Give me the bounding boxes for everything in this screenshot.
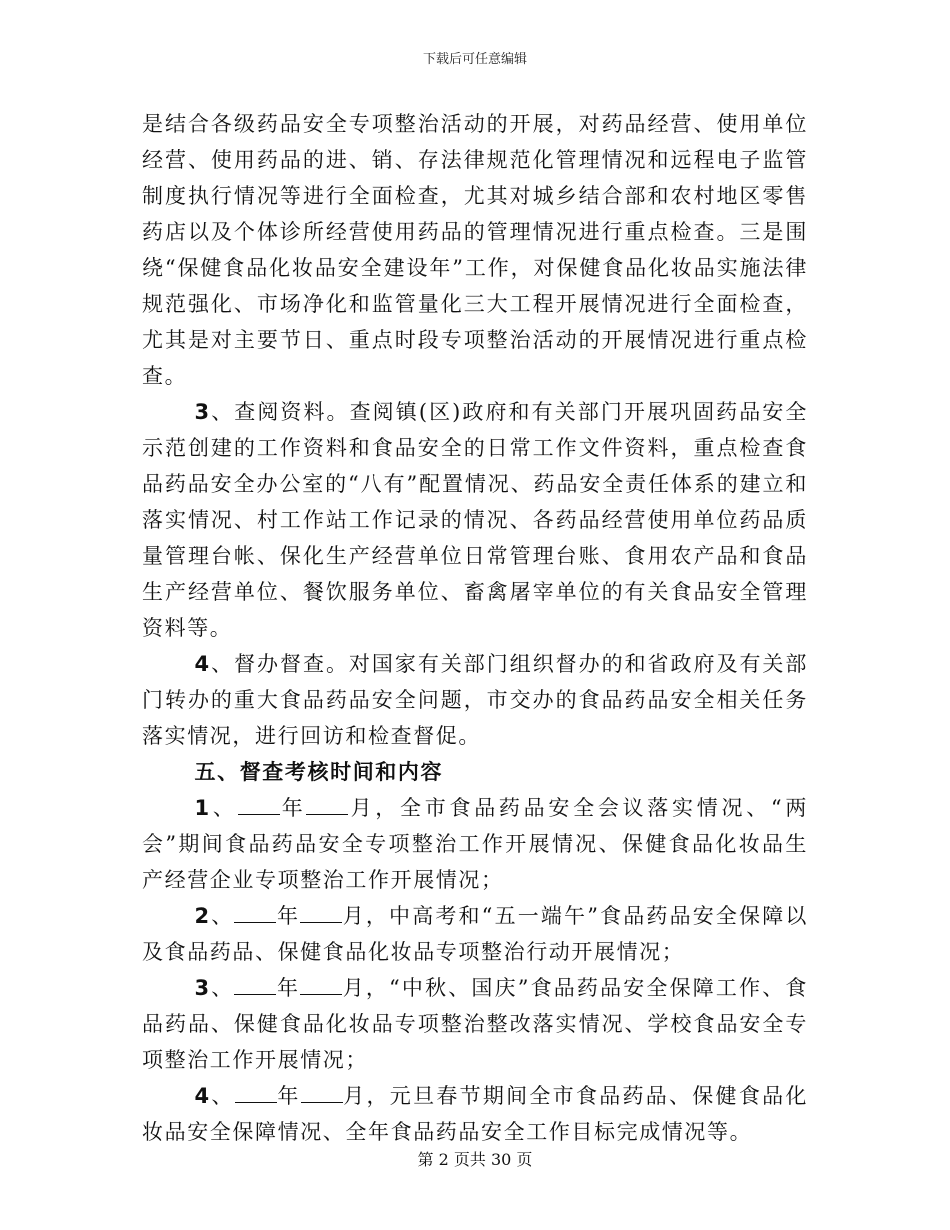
- schedule-item-3: [142, 970, 808, 1078]
- item-separator: 、: [210, 1084, 235, 1108]
- month-blank: [300, 904, 342, 923]
- page-number-footer: 第 2 页共 30 页: [417, 1150, 533, 1169]
- schedule-item-1: [142, 790, 808, 898]
- item-separator: 、: [210, 976, 235, 1000]
- item-number: 1: [194, 796, 211, 820]
- year-blank: [234, 976, 276, 995]
- item-number: 4: [194, 652, 211, 676]
- item-number: 4: [194, 1084, 211, 1108]
- month-char: 月: [342, 1084, 367, 1108]
- item-text: ，“中秋、国庆”食品药品安全保障工作、食品药品、保健食品化妆品专项整治整改落实情况、学校食品安全专项整治工作开展情况；: [142, 976, 808, 1072]
- month-blank: [306, 796, 348, 815]
- item-number: 3: [194, 976, 211, 1000]
- month-char: 月: [348, 796, 376, 820]
- year-blank: [235, 1084, 277, 1103]
- schedule-item-4: [142, 1078, 808, 1150]
- paragraph-inspection-content: 是结合各级药品安全专项整治活动的开展，对药品经营、使用单位经营、使用药品的进、销、存法律规范化管理情况和远程电子监管制度执行情况等进行全面检查，尤其对城乡结合部和农村地区零售药店以及个体诊所经营使用药品的管理情况进行重点检查。三是围绕“保健食品化妆品安全建设年”工作，对保健食品化妆品实施法律规范强化、市场净化和监管量化三大工程开展情况进行全面检查，尤其是对主要节日、重点时段专项整治活动的开展情况进行重点检查。: [142, 112, 808, 388]
- item-text: ，中高考和“五一端午”食品药品安全保障以及食品药品、保健食品化妆品专项整治行动开展情况；: [142, 904, 808, 964]
- item-number: 2: [194, 904, 211, 928]
- item-separator: 、: [210, 796, 238, 820]
- item-separator: 、: [210, 904, 235, 928]
- year-char: 年: [276, 976, 301, 1000]
- month-blank: [300, 976, 342, 995]
- page-header-note: 下载后可任意编辑: [422, 52, 527, 67]
- month-char: 月: [342, 976, 366, 1000]
- year-char: 年: [276, 904, 301, 928]
- month-char: 月: [342, 904, 366, 928]
- paragraph-supervision: [142, 646, 808, 754]
- month-blank: [301, 1084, 343, 1103]
- document-body: [142, 106, 808, 1150]
- schedule-item-2: [142, 898, 808, 970]
- year-char: 年: [279, 796, 307, 820]
- item-text: ，全市食品药品安全会议落实情况、“两会”期间食品药品安全专项整治工作开展情况、保健食品化妆品生产经营企业专项整治工作开展情况；: [142, 796, 808, 892]
- paragraph-text: 、督办督查。对国家有关部门组织督办的和省政府及有关部门转办的重大食品药品安全问题，市交办的食品药品安全相关任务落实情况，进行回访和检查督促。: [142, 652, 808, 748]
- section-heading-five: 五、督查考核时间和内容: [194, 760, 444, 784]
- paragraph-review-materials: [142, 394, 808, 646]
- item-text: ，元旦春节期间全市食品药品、保健食品化妆品安全保障情况、全年食品药品安全工作目标完成情况等。: [142, 1084, 808, 1144]
- year-blank: [234, 904, 276, 923]
- year-blank: [238, 796, 280, 815]
- year-char: 年: [276, 1084, 301, 1108]
- item-number: 3: [194, 400, 211, 424]
- paragraph-text: 、查阅资料。查阅镇(区)政府和有关部门开展巩固药品安全示范创建的工作资料和食品安全的日常工作文件资料，重点检查食品药品安全办公室的“八有”配置情况、药品安全责任体系的建立和落实情况、村工作站工作记录的情况、各药品经营使用单位药品质量管理台帐、保化生产经营单位日常管理台账、食用农产品和食品生产经营单位、餐饮服务单位、畜禽屠宰单位的有关食品安全管理资料等。: [142, 400, 808, 640]
